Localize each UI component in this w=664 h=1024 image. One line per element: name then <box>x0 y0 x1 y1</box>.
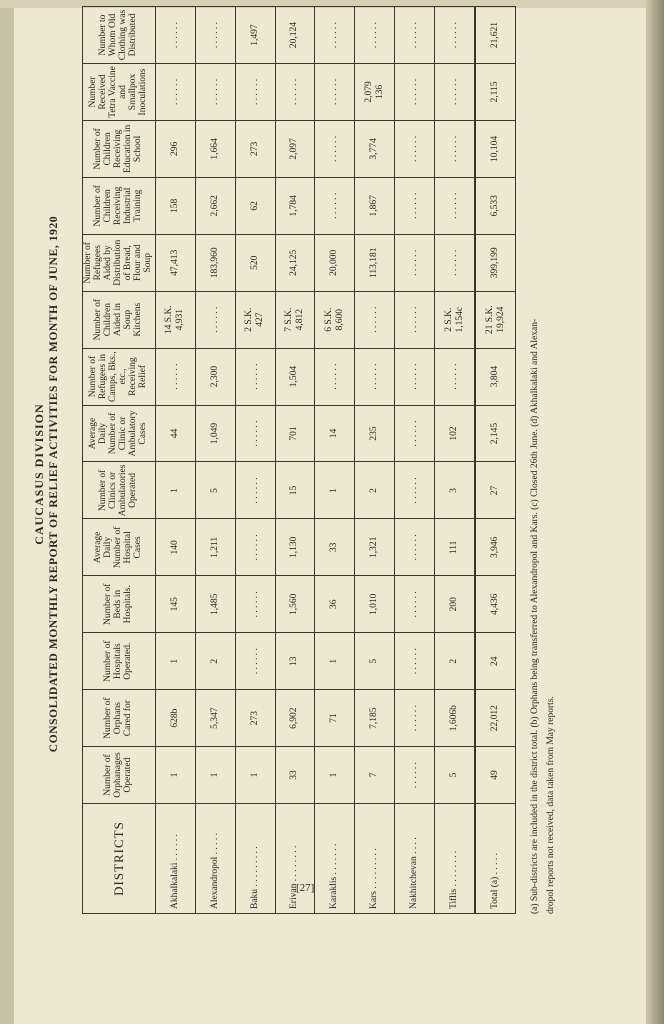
table-cell: 1 <box>315 633 355 690</box>
column-header: Average Daily Number of Clinic or Ambulatory Cases <box>83 405 156 462</box>
table-cell: 21,621 <box>475 7 515 64</box>
footnote-line-2: dropol reports not received, data taken from May reports. <box>546 696 556 914</box>
table-cell: 1 <box>155 633 195 690</box>
table-row <box>315 7 355 914</box>
table-cell: 158 <box>155 177 195 234</box>
table-row <box>275 7 315 914</box>
table-cell: . . . . . . <box>315 177 355 234</box>
table-cell: 13 <box>275 633 315 690</box>
table-cell: 628b <box>155 690 195 747</box>
table-cell: 1,560 <box>275 576 315 633</box>
district-name: Erivan . . . . . . . . <box>275 804 315 914</box>
table-cell: 200 <box>435 576 475 633</box>
table-cell: 33 <box>275 747 315 804</box>
table-cell: . . . . . . <box>195 7 235 64</box>
table-cell: 2 <box>195 633 235 690</box>
table-cell: 1,867 <box>355 177 395 234</box>
table-cell: . . . . . . <box>315 64 355 121</box>
table-cell: 62 <box>235 177 275 234</box>
table-cell: 4,436 <box>475 576 515 633</box>
table-header-row <box>83 7 156 914</box>
table-cell: 1,485 <box>195 576 235 633</box>
column-header: Average Daily Number of Hospital Cases <box>83 519 156 576</box>
table-cell: . . . . . . <box>395 690 435 747</box>
table-cell: 273 <box>235 120 275 177</box>
table-cell: . . . . . . <box>235 633 275 690</box>
table-cell: 21 S.K. 19,924 <box>475 291 515 348</box>
table-row <box>395 7 435 914</box>
report-title: CONSOLIDATED MONTHLY REPORT OF RELIEF ACTIVITIES FOR MONTH OF JUNE, 1920 <box>48 215 60 753</box>
table-cell: 1 <box>195 747 235 804</box>
district-name: Karaklis . . . . . . . <box>315 804 355 914</box>
table-cell: 1 <box>235 747 275 804</box>
table-cell: 22,012 <box>475 690 515 747</box>
relief-activities-table <box>82 6 516 914</box>
table-cell: 3,774 <box>355 120 395 177</box>
table-cell: . . . . . . <box>355 291 395 348</box>
table-cell: 111 <box>435 519 475 576</box>
table-cell: 1,049 <box>195 405 235 462</box>
district-name: Akhalkalaki . . . . . . <box>155 804 195 914</box>
table-cell: 399,199 <box>475 234 515 291</box>
table-cell: 1,321 <box>355 519 395 576</box>
table-cell: 520 <box>235 234 275 291</box>
table-cell: . . . . . . <box>315 120 355 177</box>
table-row <box>475 7 515 914</box>
table-cell: . . . . . . <box>435 234 475 291</box>
table-cell: 1 <box>315 747 355 804</box>
district-name: Tiflis . . . . . . . . <box>435 804 475 914</box>
table-cell: . . . . . . <box>195 291 235 348</box>
table-cell: 5 <box>435 747 475 804</box>
column-header: Number of Children Aided in Soup Kitchens <box>83 291 156 348</box>
table-cell: . . . . . . <box>395 633 435 690</box>
table-cell: . . . . . . <box>435 177 475 234</box>
table-cell: 2,145 <box>475 405 515 462</box>
table-cell: 145 <box>155 576 195 633</box>
district-name: Alexandropol . . . . . <box>195 804 235 914</box>
table-cell: 1,784 <box>275 177 315 234</box>
table-cell: . . . . . . <box>435 7 475 64</box>
table-cell: . . . . . . <box>395 405 435 462</box>
column-header: Number of Hospitals Operated. <box>83 633 156 690</box>
table-cell: . . . . . . <box>195 64 235 121</box>
table-cell: . . . . . . <box>155 348 195 405</box>
table-cell: 1,211 <box>195 519 235 576</box>
table-cell: 33 <box>315 519 355 576</box>
district-name: Baku . . . . . . . . . <box>235 804 275 914</box>
column-header: Number of Clinics or Ambulatories Operated <box>83 462 156 519</box>
table-cell: 7,185 <box>355 690 395 747</box>
table-cell: 5,347 <box>195 690 235 747</box>
table-cell: 47,413 <box>155 234 195 291</box>
table-cell: . . . . . . <box>315 7 355 64</box>
table-cell: 2,097 <box>275 120 315 177</box>
table-cell: 2,115 <box>475 64 515 121</box>
table-cell: 5 <box>355 633 395 690</box>
districts-header: DISTRICTS <box>83 804 156 914</box>
division-title: CAUCASUS DIVISION <box>32 403 46 545</box>
table-cell: 183,960 <box>195 234 235 291</box>
table-cell: 701 <box>275 405 315 462</box>
table-cell: . . . . . . <box>235 462 275 519</box>
table-cell: 2 S.K. 427 <box>235 291 275 348</box>
column-header: Number Received Tetra Vaccine and Smallpox Inoculations <box>83 64 156 121</box>
table-cell: 235 <box>355 405 395 462</box>
table-cell: 1 <box>155 462 195 519</box>
table-cell: 20,000 <box>315 234 355 291</box>
table-cell: 7 <box>355 747 395 804</box>
table-cell: . . . . . . <box>275 64 315 121</box>
table-cell: 2,300 <box>195 348 235 405</box>
table-cell: 10,104 <box>475 120 515 177</box>
column-header: Number of Beds in Hospitals. <box>83 576 156 633</box>
page-number: [27] <box>296 882 315 894</box>
table-cell: 140 <box>155 519 195 576</box>
table-cell: 6 S.K. 8,600 <box>315 291 355 348</box>
table-cell: . . . . . . <box>395 747 435 804</box>
table-row <box>235 7 275 914</box>
table-cell: . . . . . . <box>395 234 435 291</box>
table-cell: 2 S.K. 1,154c <box>435 291 475 348</box>
column-header: Number of Orphans Cared for <box>83 690 156 747</box>
table-cell: 20,124 <box>275 7 315 64</box>
table-cell: 14 S.K. 4,931 <box>155 291 195 348</box>
table-cell: 5 <box>195 462 235 519</box>
table-cell: 36 <box>315 576 355 633</box>
column-header: Number of Children Receiving Industrial Training <box>83 177 156 234</box>
table-cell: . . . . . . <box>395 519 435 576</box>
table-cell: 1,130 <box>275 519 315 576</box>
table-cell: 44 <box>155 405 195 462</box>
table-cell: 71 <box>315 690 355 747</box>
table-cell: . . . . . . <box>435 120 475 177</box>
table-cell: 1 <box>155 747 195 804</box>
table-row <box>435 7 475 914</box>
table-body <box>155 7 515 914</box>
column-header: Number of Orphanages Operated <box>83 747 156 804</box>
table-cell: 1,504 <box>275 348 315 405</box>
table-cell: 102 <box>435 405 475 462</box>
table-cell: 2,079 136 <box>355 64 395 121</box>
table-cell: . . . . . . <box>155 64 195 121</box>
table-cell: 3 <box>435 462 475 519</box>
table-cell: 2 <box>435 633 475 690</box>
table-cell: 1,010 <box>355 576 395 633</box>
table-cell: 273 <box>235 690 275 747</box>
table-cell: 1,664 <box>195 120 235 177</box>
table-cell: 27 <box>475 462 515 519</box>
column-header: Number of Refugees in Camps, Bks., etc., Receiving Relief <box>83 348 156 405</box>
table-cell: 2,662 <box>195 177 235 234</box>
column-header: Number of Refugees Aided by Distribution of Bread, Flour and Soup <box>83 234 156 291</box>
table-cell: 296 <box>155 120 195 177</box>
table-cell: 24 <box>475 633 515 690</box>
table-row <box>195 7 235 914</box>
table-cell: . . . . . . <box>395 462 435 519</box>
table-cell: . . . . . . <box>395 7 435 64</box>
table-cell: 14 <box>315 405 355 462</box>
table-cell: . . . . . . <box>435 348 475 405</box>
table-cell: . . . . . . <box>315 348 355 405</box>
table-cell: . . . . . . <box>235 64 275 121</box>
table-cell: . . . . . . <box>235 519 275 576</box>
table-cell: . . . . . . <box>395 291 435 348</box>
table-cell: . . . . . . <box>395 576 435 633</box>
table-cell: 6,902 <box>275 690 315 747</box>
footnote-line-1: (a) Sub-districts are included in the district total. (b) Orphans being transferred to Alexandropol and Kars. (c) Closed 26th June. (d) Akhalkalaki and Alexan- <box>530 318 540 914</box>
table-cell: 1,497 <box>235 7 275 64</box>
table-cell: . . . . . . <box>235 576 275 633</box>
table-cell: 6,533 <box>475 177 515 234</box>
table-cell: . . . . . . <box>355 348 395 405</box>
table-row <box>155 7 195 914</box>
table-cell: . . . . . . <box>155 7 195 64</box>
table-cell: . . . . . . <box>355 7 395 64</box>
table-cell: 1 <box>315 462 355 519</box>
table-cell: 24,125 <box>275 234 315 291</box>
district-name: Nakhitchevan . . . . <box>395 804 435 914</box>
table-cell: . . . . . . <box>235 405 275 462</box>
table-cell: 2 <box>355 462 395 519</box>
column-header: Number of Children Receiving Education in School <box>83 120 156 177</box>
table-cell: . . . . . . <box>235 348 275 405</box>
table-cell: 49 <box>475 747 515 804</box>
table-cell: 7 S.K. 4,812 <box>275 291 315 348</box>
table-cell: . . . . . . <box>395 348 435 405</box>
table-cell: 3,946 <box>475 519 515 576</box>
table-cell: 15 <box>275 462 315 519</box>
table-cell: 113,181 <box>355 234 395 291</box>
table-cell: . . . . . . <box>395 120 435 177</box>
district-name: Kars . . . . . . . . . <box>355 804 395 914</box>
column-header: Number to Whom Old Clothing was Distributed <box>83 7 156 64</box>
table-cell: . . . . . . <box>435 64 475 121</box>
table-cell: . . . . . . <box>395 177 435 234</box>
table-row <box>355 7 395 914</box>
district-name: Total (a) . . . . . <box>475 804 515 914</box>
table-cell: 3,804 <box>475 348 515 405</box>
table-cell: 1,606b <box>435 690 475 747</box>
table-cell: . . . . . . <box>395 64 435 121</box>
